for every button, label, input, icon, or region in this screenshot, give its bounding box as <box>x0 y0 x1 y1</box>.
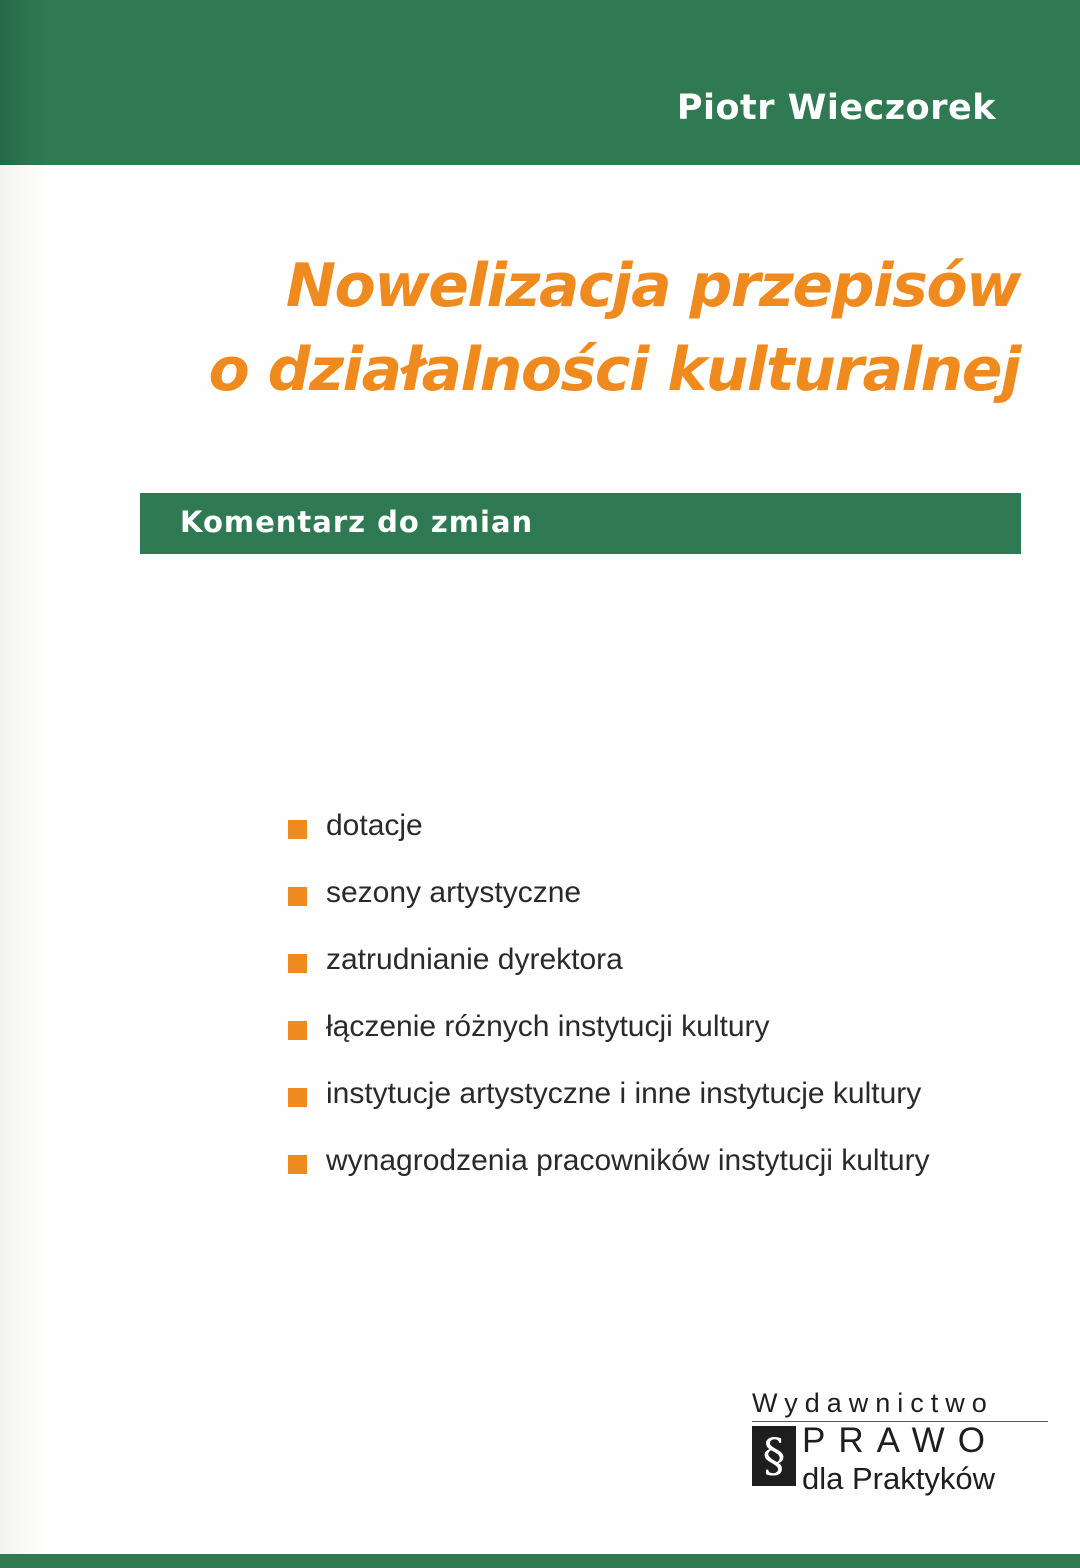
book-title <box>209 244 1020 412</box>
title-line-2: o działalności kulturalnej <box>208 335 1020 405</box>
paragraph-glyph: § <box>762 1428 786 1482</box>
bottom-green-band <box>0 1554 1080 1568</box>
square-bullet-icon <box>288 954 307 973</box>
title-line-1: Nowelizacja przepisów <box>285 251 1020 321</box>
top-green-band <box>0 0 1080 165</box>
square-bullet-icon <box>288 1088 307 1107</box>
author-name: Piotr Wieczorek <box>676 88 996 128</box>
spine-shadow <box>0 0 48 165</box>
subtitle: Komentarz do zmian <box>180 505 534 539</box>
topic-label: łączenie różnych instytucji kultury <box>326 1010 770 1043</box>
topic-label: instytucje artystyczne i inne instytucje kultury <box>326 1077 922 1110</box>
paragraph-mark-icon <box>752 1426 796 1486</box>
square-bullet-icon <box>288 820 307 839</box>
publisher-line-1: Wydawnictwo <box>752 1388 994 1418</box>
square-bullet-icon <box>288 1021 307 1040</box>
left-edge-shading <box>0 165 46 1555</box>
publisher-line-3: dla Praktyków <box>802 1461 995 1496</box>
subtitle-bar <box>140 493 1021 554</box>
square-bullet-icon <box>288 1155 307 1174</box>
topic-label: wynagrodzenia pracowników instytucji kultury <box>326 1144 930 1177</box>
topic-label: sezony artystyczne <box>326 876 582 909</box>
publisher-line-2: PRAWO <box>802 1421 998 1460</box>
square-bullet-icon <box>288 887 307 906</box>
topic-label: dotacje <box>326 809 423 842</box>
publisher-logo <box>750 1388 1050 1503</box>
topic-label: zatrudnianie dyrektora <box>326 943 623 976</box>
